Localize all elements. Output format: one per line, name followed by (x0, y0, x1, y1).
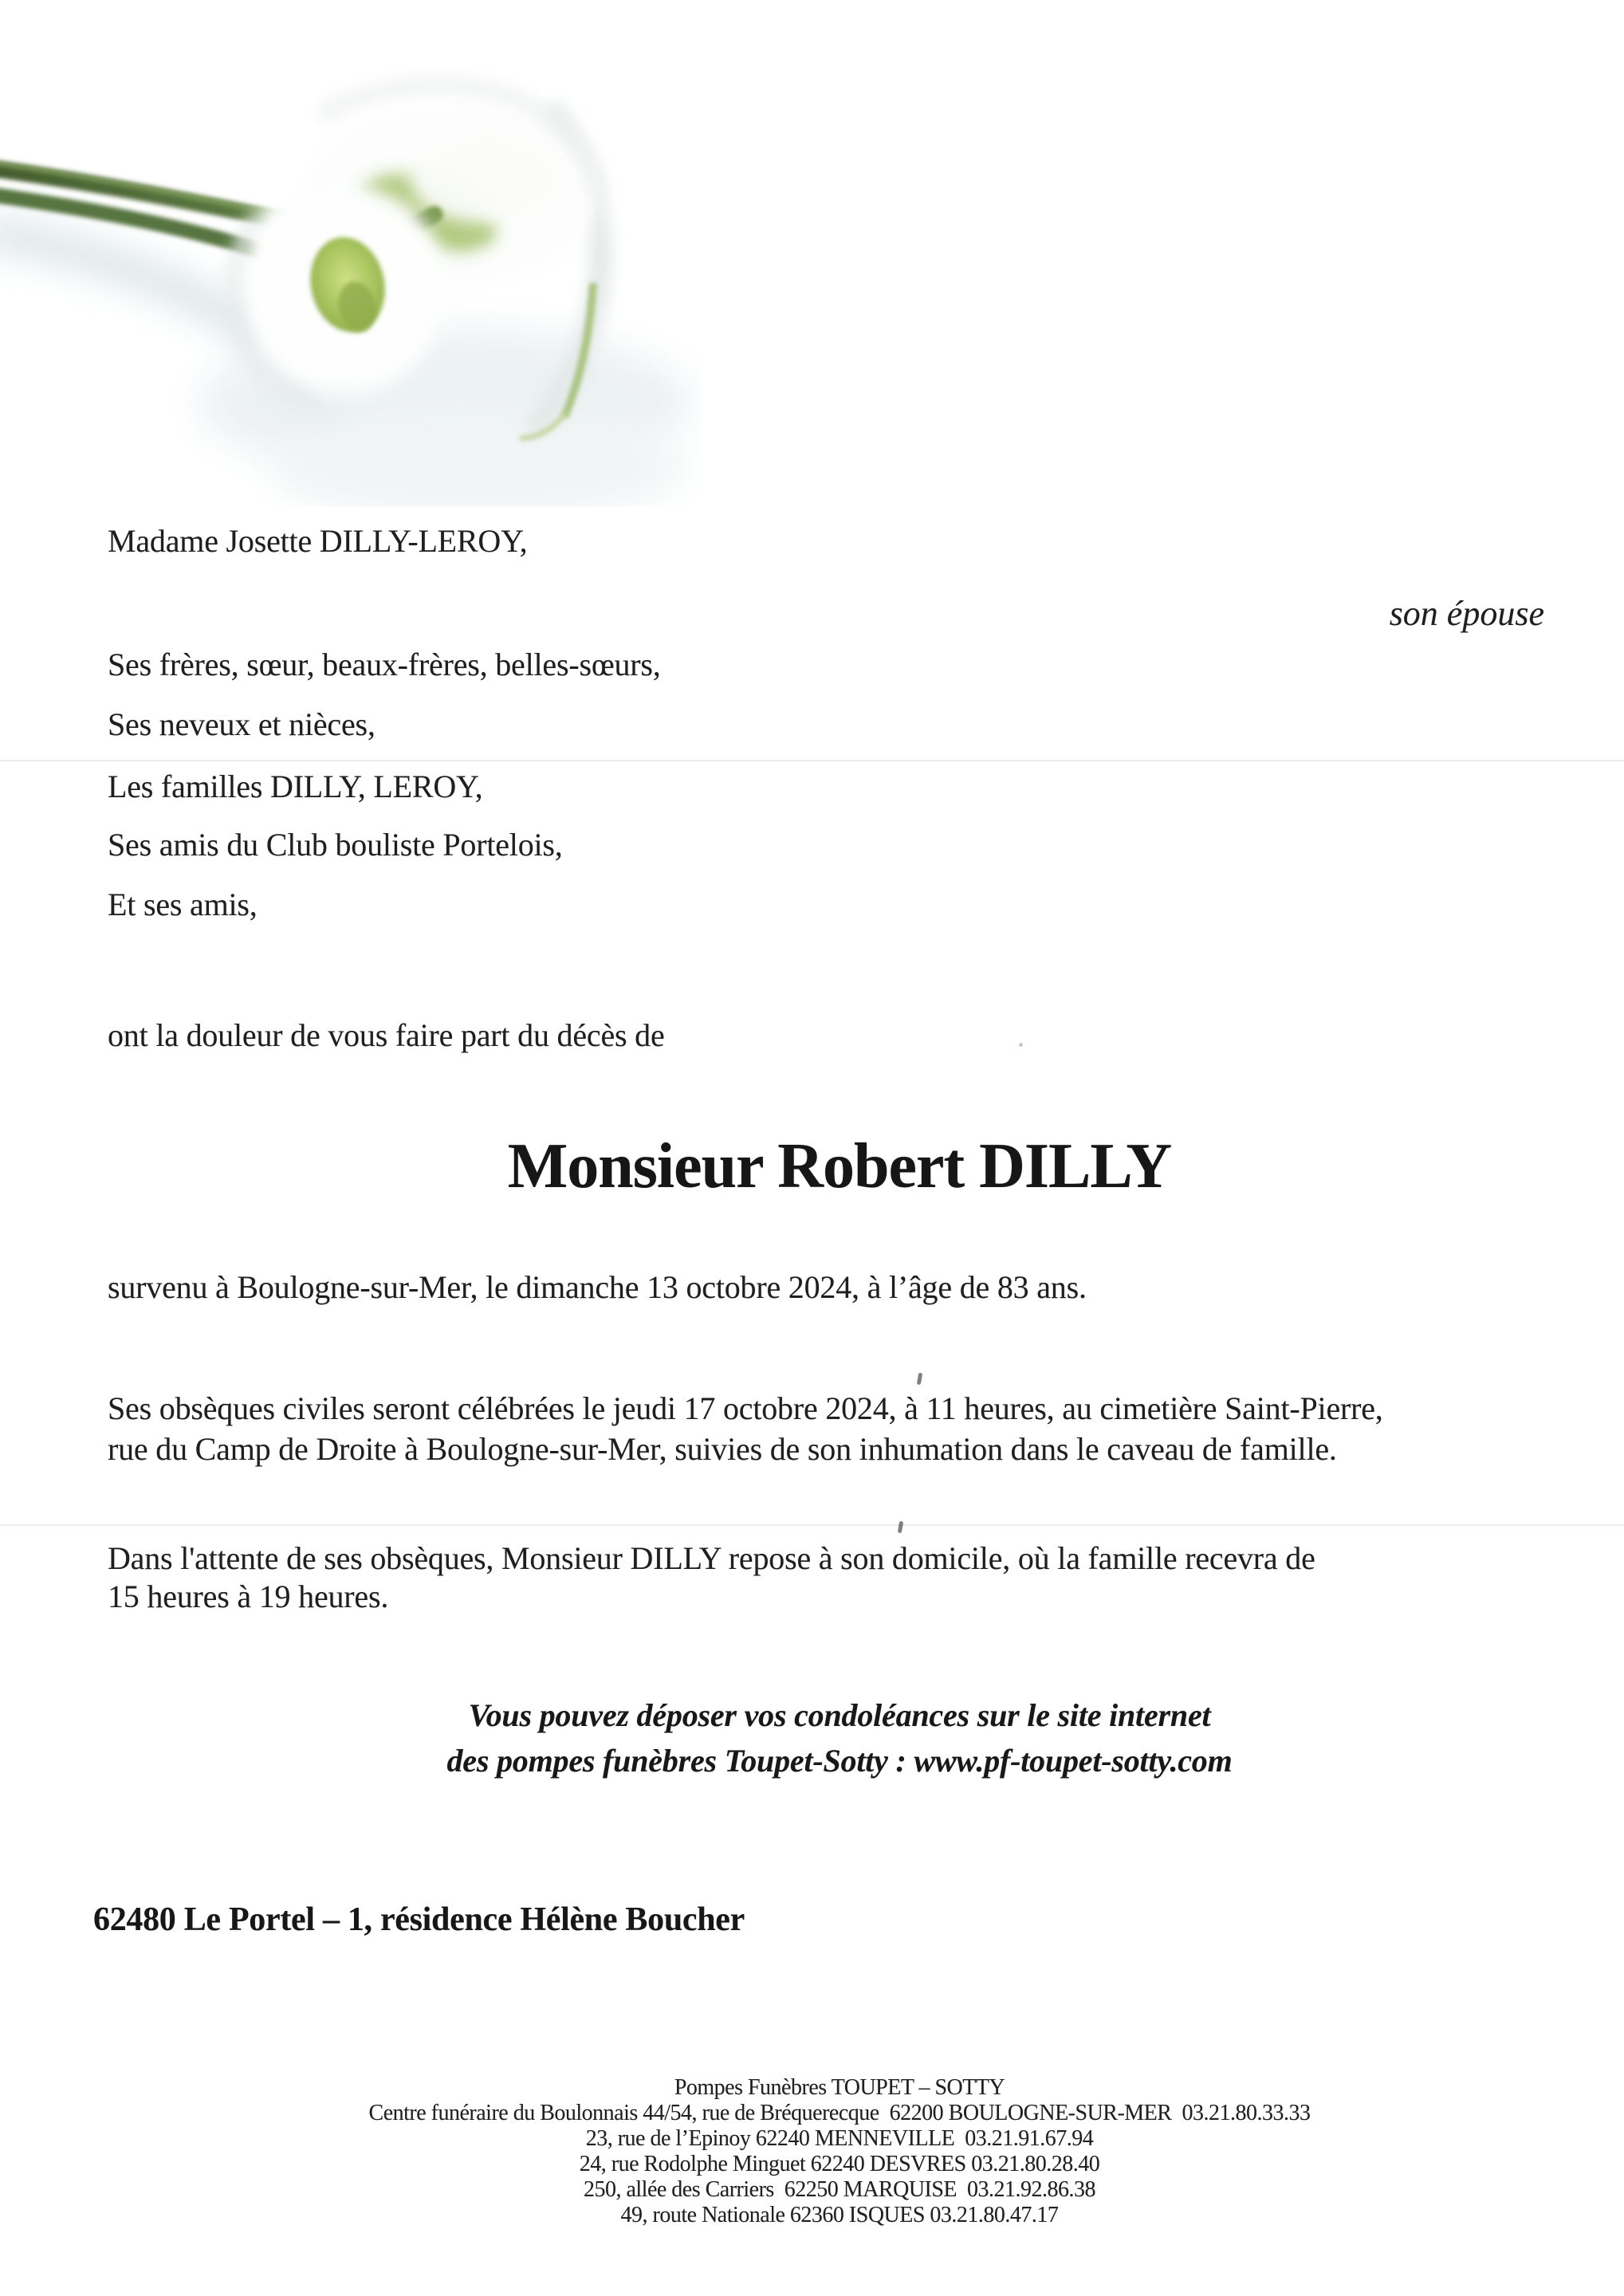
funeral-details-line: Ses obsèques civiles seront célébrées le jeudi 17 octobre 2024, à 11 heures, au cimetière Saint-Pierre, (108, 1390, 1383, 1426)
visitation-details-line: 15 heures à 19 heures. (108, 1578, 389, 1614)
scan-speck (898, 1521, 904, 1534)
condolences-note (106, 1693, 1573, 1783)
funeral-details (108, 1388, 1383, 1469)
relative-line: Ses amis du Club bouliste Portelois, (108, 827, 563, 863)
funeral-details-line: rue du Camp de Droite à Boulogne-sur-Mer, suivies de son inhumation dans le caveau de famille. (108, 1431, 1337, 1467)
deceased-name: Monsieur Robert DILLY (507, 1131, 1172, 1201)
scan-speck (1019, 1043, 1023, 1047)
scan-artifact-line (0, 760, 1624, 761)
funeral-home-location: 250, allée des Carriers 62250 MARQUISE 03.21.92.86.38 (583, 2177, 1096, 2202)
visitation-details (108, 1539, 1315, 1616)
funeral-home-footer (106, 2075, 1573, 2228)
funeral-home-location: 24, rue Rodolphe Minguet 62240 DESVRES 03.21.80.28.40 (579, 2152, 1100, 2176)
death-details-line: survenu à Boulogne-sur-Mer, le dimanche 13 octobre 2024, à l’âge de 83 ans. (108, 1269, 1087, 1305)
relative-line: Ses frères, sœur, beaux-frères, belles-sœurs, (108, 647, 661, 682)
funeral-home-location: 23, rue de l’Epinoy 62240 MENNEVILLE 03.21.91.67.94 (585, 2126, 1094, 2151)
visitation-details-line: Dans l'attente de ses obsèques, Monsieur DILLY repose à son domicile, où la famille recevra de (108, 1540, 1315, 1576)
relative-line: Les familles DILLY, LEROY, (108, 769, 483, 804)
relative-line: Ses neveux et nièces, (108, 706, 376, 742)
calla-lily-photo (0, 60, 702, 506)
scan-speck (917, 1373, 923, 1386)
funeral-home-location: Centre funéraire du Boulonnais 44/54, rue de Bréquerecque 62200 BOULOGNE-SUR-MER 03.21.80.33.33 (368, 2101, 1311, 2125)
scan-artifact-line (0, 1524, 1624, 1526)
relative-line: Et ses amis, (108, 887, 258, 922)
spouse-name-line: Madame Josette DILLY-LEROY, (108, 523, 528, 559)
relationship-note: son épouse (1389, 594, 1544, 633)
condolences-note-line: des pompes funèbres Toupet-Sotty : www.pf-toupet-sotty.com (446, 1743, 1233, 1779)
home-address: 62480 Le Portel – 1, résidence Hélène Boucher (93, 1901, 745, 1938)
funeral-home-location: 49, route Nationale 62360 ISQUES 03.21.80.47.17 (620, 2203, 1059, 2227)
funeral-home-name: Pompes Funèbres TOUPET – SOTTY (674, 2075, 1005, 2100)
condolences-note-line: Vous pouvez déposer vos condoléances sur le site internet (468, 1697, 1211, 1733)
intro-line: ont la douleur de vous faire part du décès de (108, 1017, 665, 1053)
